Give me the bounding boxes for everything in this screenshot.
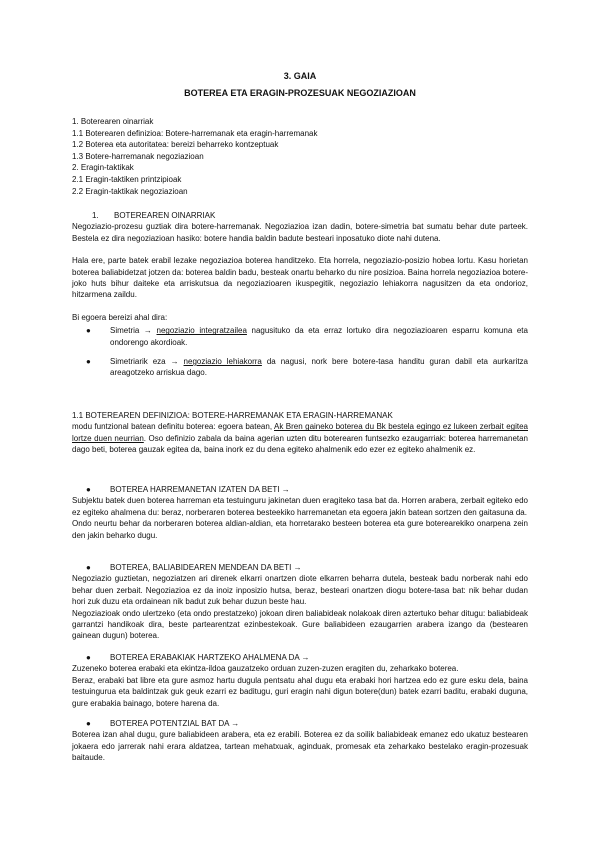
subsection [72,484,528,541]
bullet-icon: ● [86,357,91,367]
bullet-icon: ● [86,719,91,728]
section-1-1-heading: 1.1 BOTEREAREN DEFINIZIOA: BOTERE-HARREMANAK ETA ERAGIN-HARREMANAK [72,411,393,420]
subsection [72,718,528,764]
subsection-heading: ● BOTEREA HARREMANETAN IZATEN DA BETI → [86,485,290,494]
bullet-icon: ● [86,485,91,494]
paragraph: Boterea izan ahal dugu, gure baliabideen arabera, eta ez erabili. Boterea ez da soilik baliabideak emanez edo ukatuz bestearen jokaera edo jarrerak nahi erara aldatzea, tartean mehatxuak, aginduak, promesak eta zeharkako bestelako eragin-prozesuak baitaude. [72,730,528,763]
toc-item: 2. Eragin-taktikak [72,163,134,173]
toc-item: 1.3 Botere-harremanak negoziazioan [72,151,204,161]
paragraph: Negoziazioak ondo ulertzeko (eta ondo prestatzeko) jokoan diren baliabideak nolakoak diren aztertuko behar ditugu: baliabideak garrantzi handikoak dira, beste partearentzat ezinbestekoak. Gure baliabideen ezaugarrien arabera izango da (bestearen gainean dugun) boterea. [72,608,528,641]
toc-item: 1.2 Boterea eta autoritatea: bereizi beharreko kontzeptuak [72,140,279,150]
subsection [72,652,528,709]
toc-item: 1.1 Boterearen definizioa: Botere-harremanak eta eragin-harremanak [72,128,318,138]
paragraph: modu funtzional batean definitu boterea: egoera batean, Ak Bren gaineko boterea du Bk bestela egingo ez lukeen zerbait egitea lortze duen neurrian. Oso definizio zabala da baina agerian uzten ditu boterearen funtsezko ezaugarriak: boterea harremanetan dago beti, boterea gauzak egitea da, baina inork ez du dena egiteko ahalmenik edo ezer ez egiteko ahalmenik ez. [72,422,529,455]
section-1-heading: 1. BOTEREAREN OINARRIAK [92,211,216,220]
paragraph: Subjektu batek duen boterea harreman eta testuinguru jakinetan duen eragiteko tasa bat da. Horren arabera, zerbait egiteko edo ez egiteko ahalmena du: beraz, norberaren boterea besteekiko harremanetan eta egoera jakin batean sortzen den gaitasuna da. [72,496,528,517]
subsection [72,562,528,642]
bullet-icon: ● [86,653,91,662]
chapter-label: 3. GAIA [283,71,317,81]
chapter-title: BOTEREA ETA ERAGIN-PROZESUAK NEGOZIAZIOAN [184,88,416,98]
subsection-heading: ● BOTEREA ERABAKIAK HARTZEKO AHALMENA DA → [86,653,310,662]
toc-item: 2.2 Eragin-taktikak negoziazioan [72,186,188,196]
subsection-heading: ● BOTEREA POTENTZIAL BAT DA → [86,719,240,728]
bullet-icon: ● [86,563,91,572]
paragraph: Negoziazio-prozesu guztiak dira botere-harremanak. Negoziazioa izan dadin, botere-simetria bat sumatu behar dute parteek. Bestela ez dira negoziazioan hasiko: botere handia baldin badute besteari inposatuko diote nahi dutena. [72,222,528,243]
section-1 [72,210,528,379]
section-1-1 [72,410,528,456]
list-item: ● Simetriarik eza → negoziazio lehiakorra da nagusi, nork bere botere-tasa handitu guran dabil eta aurkaritza areagotzeko arriskua dago. [86,357,528,378]
toc-item: 2.1 Eragin-taktiken printzipioak [72,174,182,184]
paragraph: Zuzeneko boterea erabaki eta ekintza-ildoa gauzatzeko orduan zuzen-zuzen eragiten du, zeharkako boterea. [72,664,459,674]
paragraph: Negoziazio guztietan, negoziatzen ari direnek elkarri onartzen diote elkarren beharra dutela, besteak badu norberak nahi edo behar duen zerbait. Negoziazioa ez da inoiz inposizio hutsa, beraz, besteari onartzen diogu botere-tasa bat: nik behar dudan hori zuk duzu eta ordainean nik badut zuk behar duzun beste hau. [72,574,528,607]
paragraph: Ondo neurtu behar da norberaren boterea aldian-aldian, eta horretarako besteen boterea eta gure boterearekiko onarpena zein den jakin beharko dugu. [72,519,528,540]
bullet-icon: ● [86,326,91,336]
toc-item: 1. Boterearen oinarriak [72,117,154,126]
list-item: ● Simetria → negoziazio integratzailea nagusituko da eta erraz lortuko dira negoziazioaren esparru komuna eta ondorengo akordioak. [86,326,528,347]
subsection-heading: ● BOTEREA, BALIABIDEAREN MENDEAN DA BETI → [86,563,302,572]
paragraph: Beraz, erabaki bat libre eta gure asmoz hartu dugula pentsatu ahal dugu eta erabaki hori hartzea edo ez gure esku dela, baina testuingurua eta baldintzak guk geuk ezarri ez baditugu, guri eragin nahi digun botere(dun) batek ezarri baditu, erabaki duguna, gure erabakia bainago, botere harena da. [72,675,528,708]
paragraph: Bi egoera bereizi ahal dira: [72,312,168,322]
paragraph: Hala ere, parte batek erabil lezake negoziazioa boterea handitzeko. Eta horrela, negoziazio-posizio hobea lortu. Kasu horietan boterea baliabidetzat jotzen da: boterea baldin badu, besteak onartu beharko du nire posizioa. Baina horrela negoziazioa botere-joko huts bihur daiteke eta arriskutsua da negoziazioaren ikuspegitik, negoziazio lehiakorra nagusitzen da eta ondorioz, hitzarmena zaildu. [72,256,528,300]
table-of-contents [72,116,532,197]
